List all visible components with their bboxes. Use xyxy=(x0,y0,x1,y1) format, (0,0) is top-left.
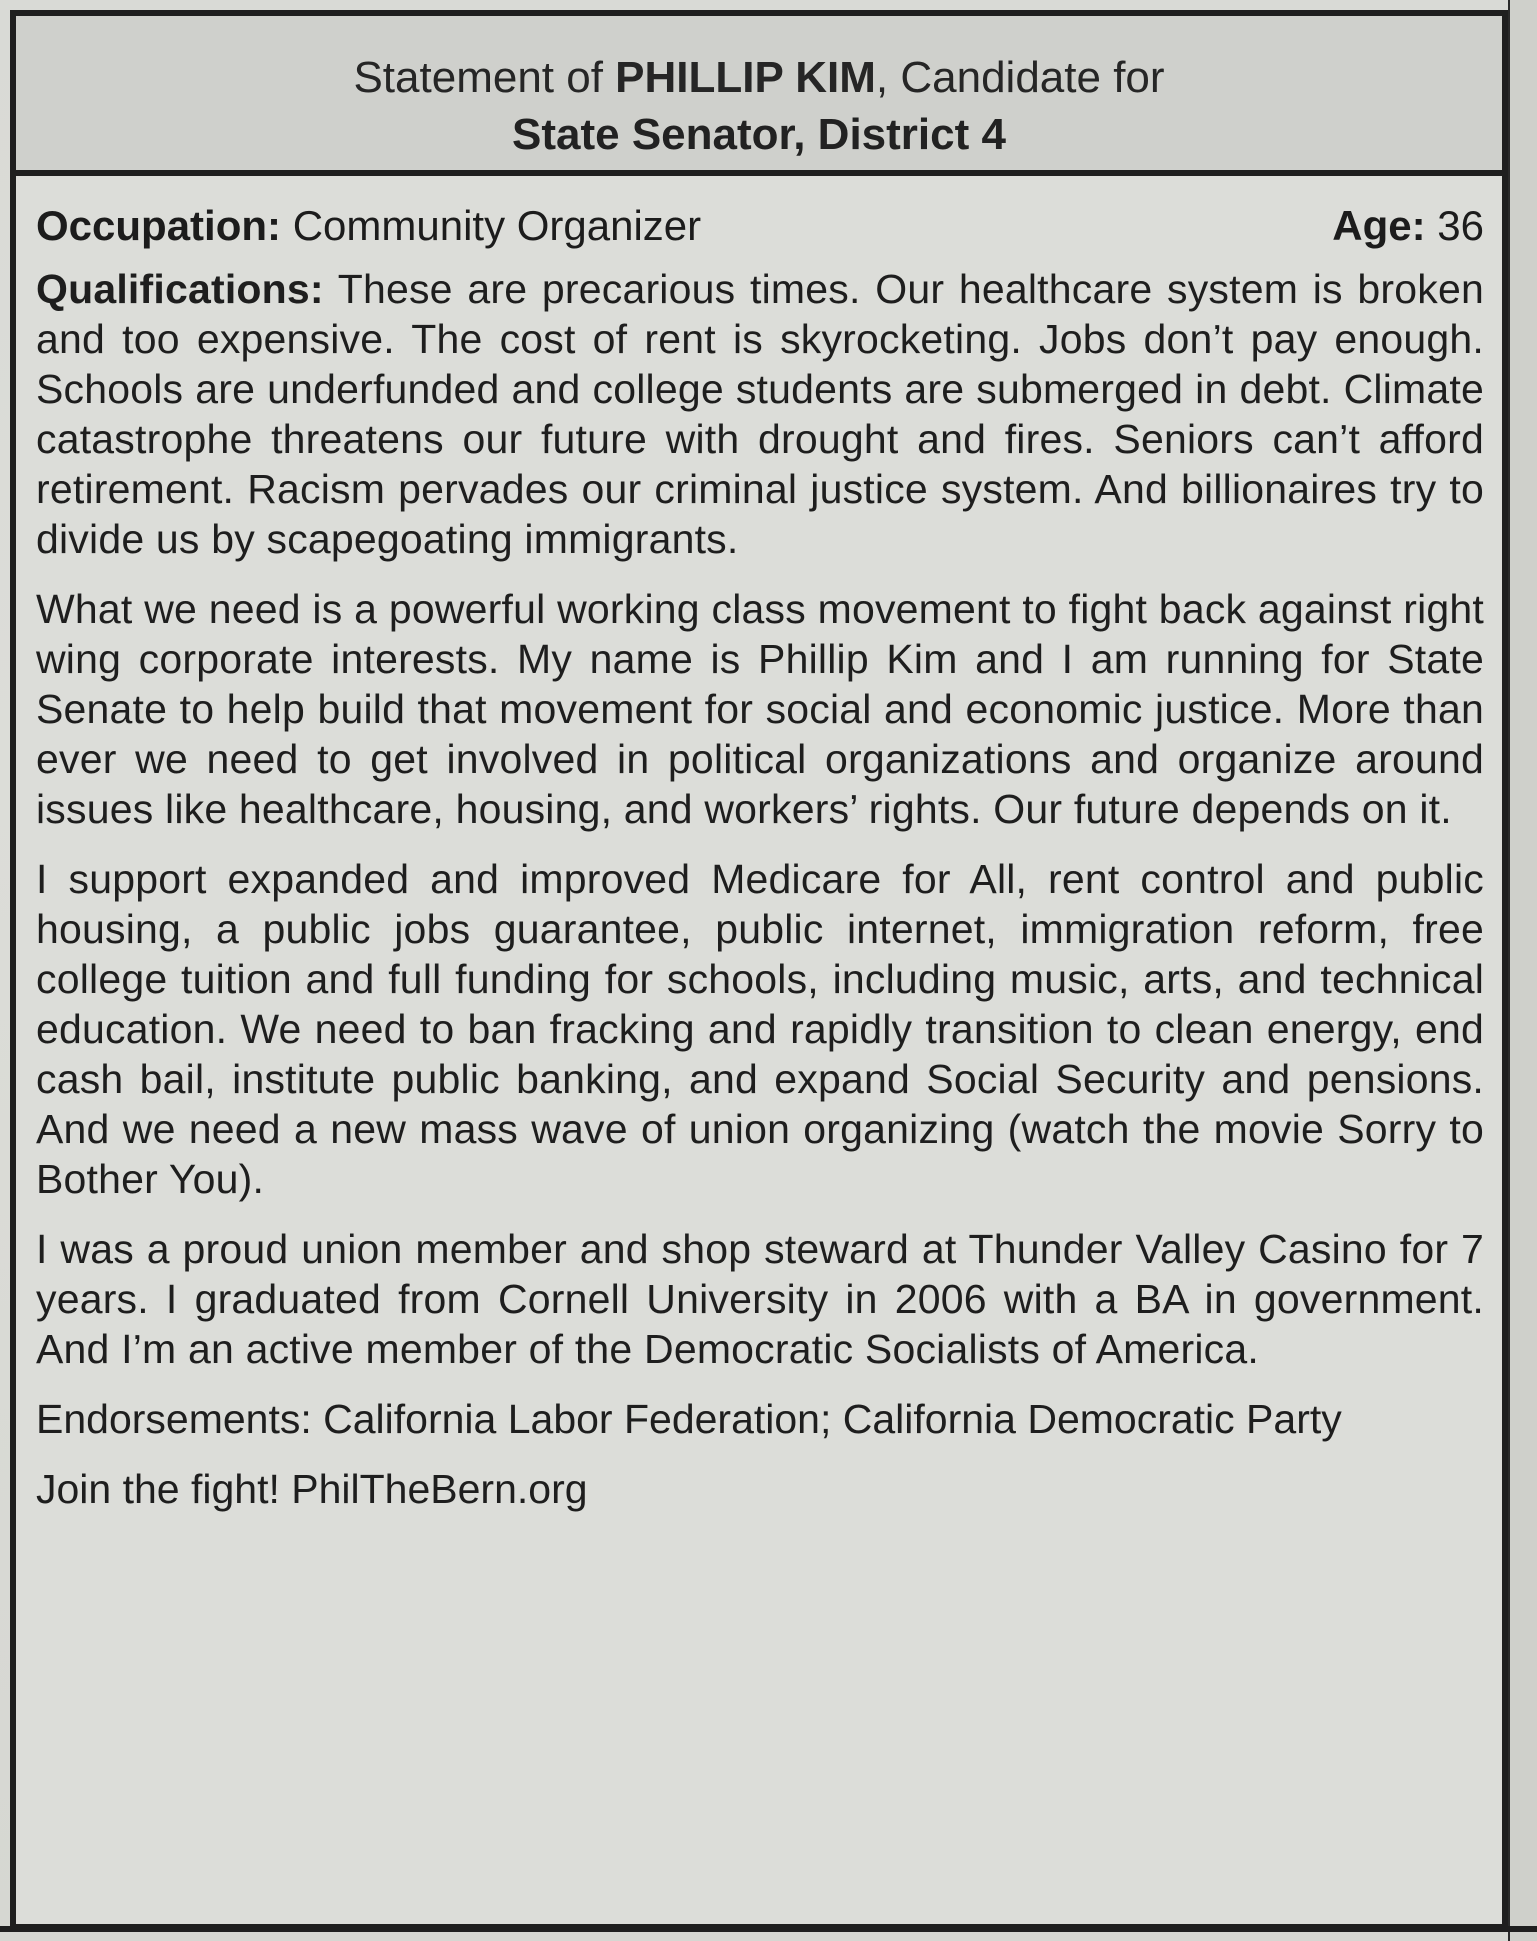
paragraph-platform: I support expanded and improved Medicare for All, rent control and public housing, a public jobs guarantee, public internet, immigration reform, free college tuition and full funding for schools, including music, arts, and technical education. We need to ban fracking and rapidly transition to clean energy, end cash bail, institute public banking, and expand Social Security and pensions. And we need a new mass wave of union organizing (watch the movie Sorry to Bother You). xyxy=(36,856,1484,1202)
join-the-fight: Join the fight! PhilTheBern.org xyxy=(36,1466,588,1512)
paragraph-movement: What we need is a powerful working class movement to fight back against right wing corporate interests. My name is Phillip Kim and I am running for State Senate to help build that movement for social and economic justice. More than ever we need to get involved in political organizations and organize around issues like healthcare, housing, and workers’ rights. Our future depends on it. xyxy=(36,586,1484,832)
candidate-statement-box xyxy=(10,10,1508,1930)
age xyxy=(1332,196,1484,256)
occupation-label: Occupation: xyxy=(36,202,282,249)
paragraph-background: I was a proud union member and shop steward at Thunder Valley Casino for 7 years. I graduated from Cornell University in 2006 with a BA in government. And I’m an active member of the Democratic Socialists of America. xyxy=(36,1226,1484,1372)
office-title: State Senator, District 4 xyxy=(512,110,1006,159)
age-label: Age: xyxy=(1332,202,1426,249)
occupation-age-row xyxy=(36,196,1484,256)
occupation xyxy=(36,196,701,256)
qualifications-label: Qualifications: xyxy=(36,266,324,312)
header-line-1 xyxy=(16,50,1502,106)
adjacent-column-edge xyxy=(1508,0,1537,1941)
age-value: 36 xyxy=(1437,202,1484,249)
statement-body xyxy=(36,196,1484,1514)
header-suffix: , Candidate for xyxy=(875,53,1165,102)
occupation-value: Community Organizer xyxy=(292,202,702,249)
qualifications-text: These are precarious times. Our healthcare system is broken and too expensive. The cost of rent is skyrocketing. Jobs don’t pay enough. Schools are underfunded and college students are submerged in debt. Climate catastrophe threatens our future with drought and fires. Seniors can’t afford retirement. Racism pervades our criminal justice system. And billionaires try to divide us by scapegoating immigrants. xyxy=(36,266,1484,562)
candidate-name: PHILLIP KIM xyxy=(615,53,876,102)
header-prefix: Statement of xyxy=(353,53,616,102)
statement-header xyxy=(16,16,1502,176)
endorsements: Endorsements: California Labor Federation; California Democratic Party xyxy=(36,1396,1342,1442)
qualifications-paragraph xyxy=(36,264,1484,564)
